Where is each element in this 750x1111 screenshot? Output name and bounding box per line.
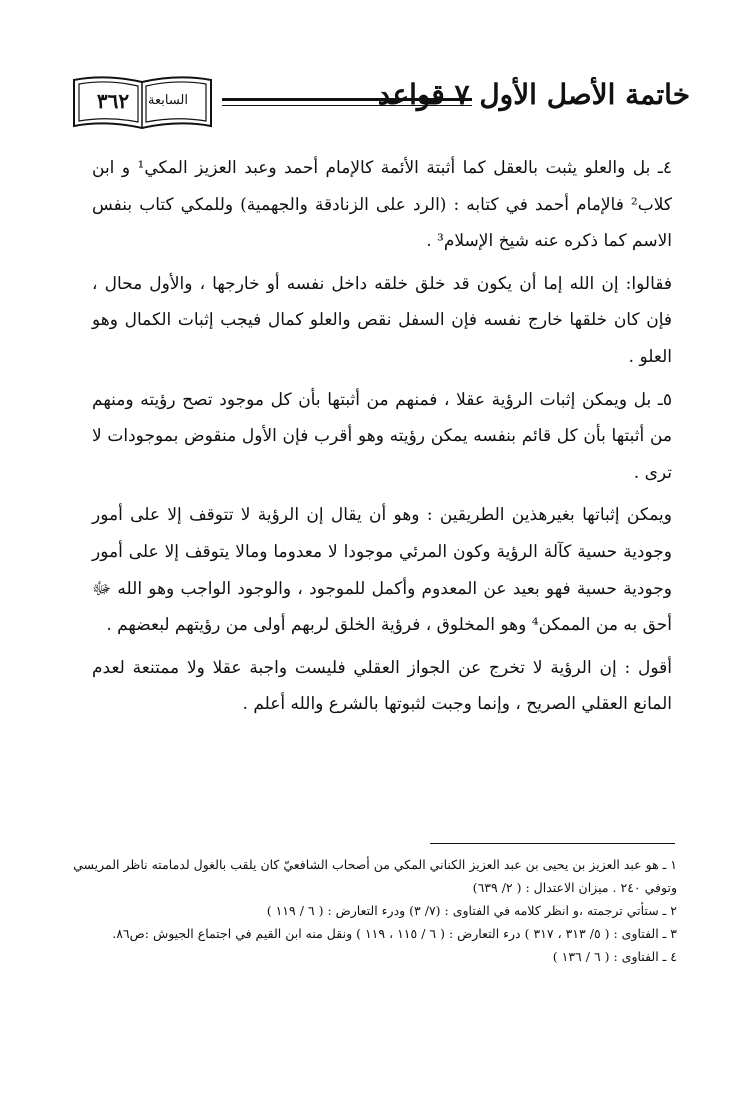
footnote: ٢ ـ ستأتي ترجمته ،و انظر كلامه في الفتاوى : (٧/ ٣) ودرء التعارض : ( ٦ / ١١٩ )	[266, 903, 677, 918]
running-title: خاتمة الأصل الأول ٧ قواعد	[377, 78, 690, 111]
footnote: ١ ـ هو عبد العزيز بن يحيى بن عبد العزيز الكناني المكي من أصحاب الشافعيّ كان يلقب بالغول لدمامته ناظر المريسي وتوفي ٢٤٠ . ميزان الاعتدال : ( ٢/ ٦٣٩)	[73, 857, 677, 895]
page-number: ٣٦٢	[96, 89, 130, 113]
page-header	[70, 72, 690, 134]
paragraph: ويمكن إثباتها بغيرهذين الطريقين : وهو أن يقال إن الرؤية لا تتوقف إلا على أمور وجودية حسية كآلة الرؤية وكون المرئي موجودا لا معدوما ومالا يتوقف إلا على أمور وجودية حسية فهو بعيد عن المعدوم وأكمل للموجود ، والوجود الواجب وهو الله ﷻ أحق به من الممكن⁴ وهو المخلوق ، فرؤية الخلق لربهم أولى من رؤيتهم لبعضهم .	[92, 505, 672, 636]
footnotes	[72, 853, 677, 968]
paragraph: ٤ـ بل والعلو يثبت بالعقل كما أثبتة الأئمة كالإمام أحمد وعبد العزيز المكي¹ و ابن كلاب² فالإمام أحمد في كتابه : (الرد على الزنادقة والجهمية) وللمكي كتاب بنفس الاسم كما ذكره عنه شيخ الإسلام³ .	[92, 158, 672, 252]
footnote: ٤ ـ الفتاوى : ( ٦ / ١٣٦ )	[552, 949, 677, 964]
paragraph: فقالوا: إن الله إما أن يكون قد خلق خلقه داخل نفسه أو خارجها ، والأول محال ، فإن كان خلقها خارج نفسه فإن السفل نقص والعلو كمال فيجب إثبات الكمال وهو العلو .	[92, 273, 672, 367]
paragraph: أقول : إن الرؤية لا تخرج عن الجواز العقلي فليست واجبة عقلا ولا ممتنعة لعدم المانع العقلي الصريح ، وإنما وجبت لثبوتها بالشرع والله أعلم .	[92, 657, 672, 715]
chapter-label: السابعة	[148, 93, 188, 108]
main-text	[92, 150, 672, 729]
footnote-separator	[430, 843, 675, 844]
paragraph: ٥ـ بل ويمكن إثبات الرؤية عقلا ، فمنهم من أثبتها بأن كل موجود تصح رؤيته ومنهم من أثبتها بأن كل قائم بنفسه يمكن رؤيته وهو أقرب فإن الأول منقوض بموجودات لا ترى .	[92, 389, 672, 483]
footnote: ٣ ـ الفتاوى : ( ٥/ ٣١٣ ، ٣١٧ ) درء التعارض : ( ٦ / ١١٥ ، ١١٩ ) ونقل منه ابن القيم في اجتماع الجيوش :ص٨٦.	[112, 926, 677, 941]
